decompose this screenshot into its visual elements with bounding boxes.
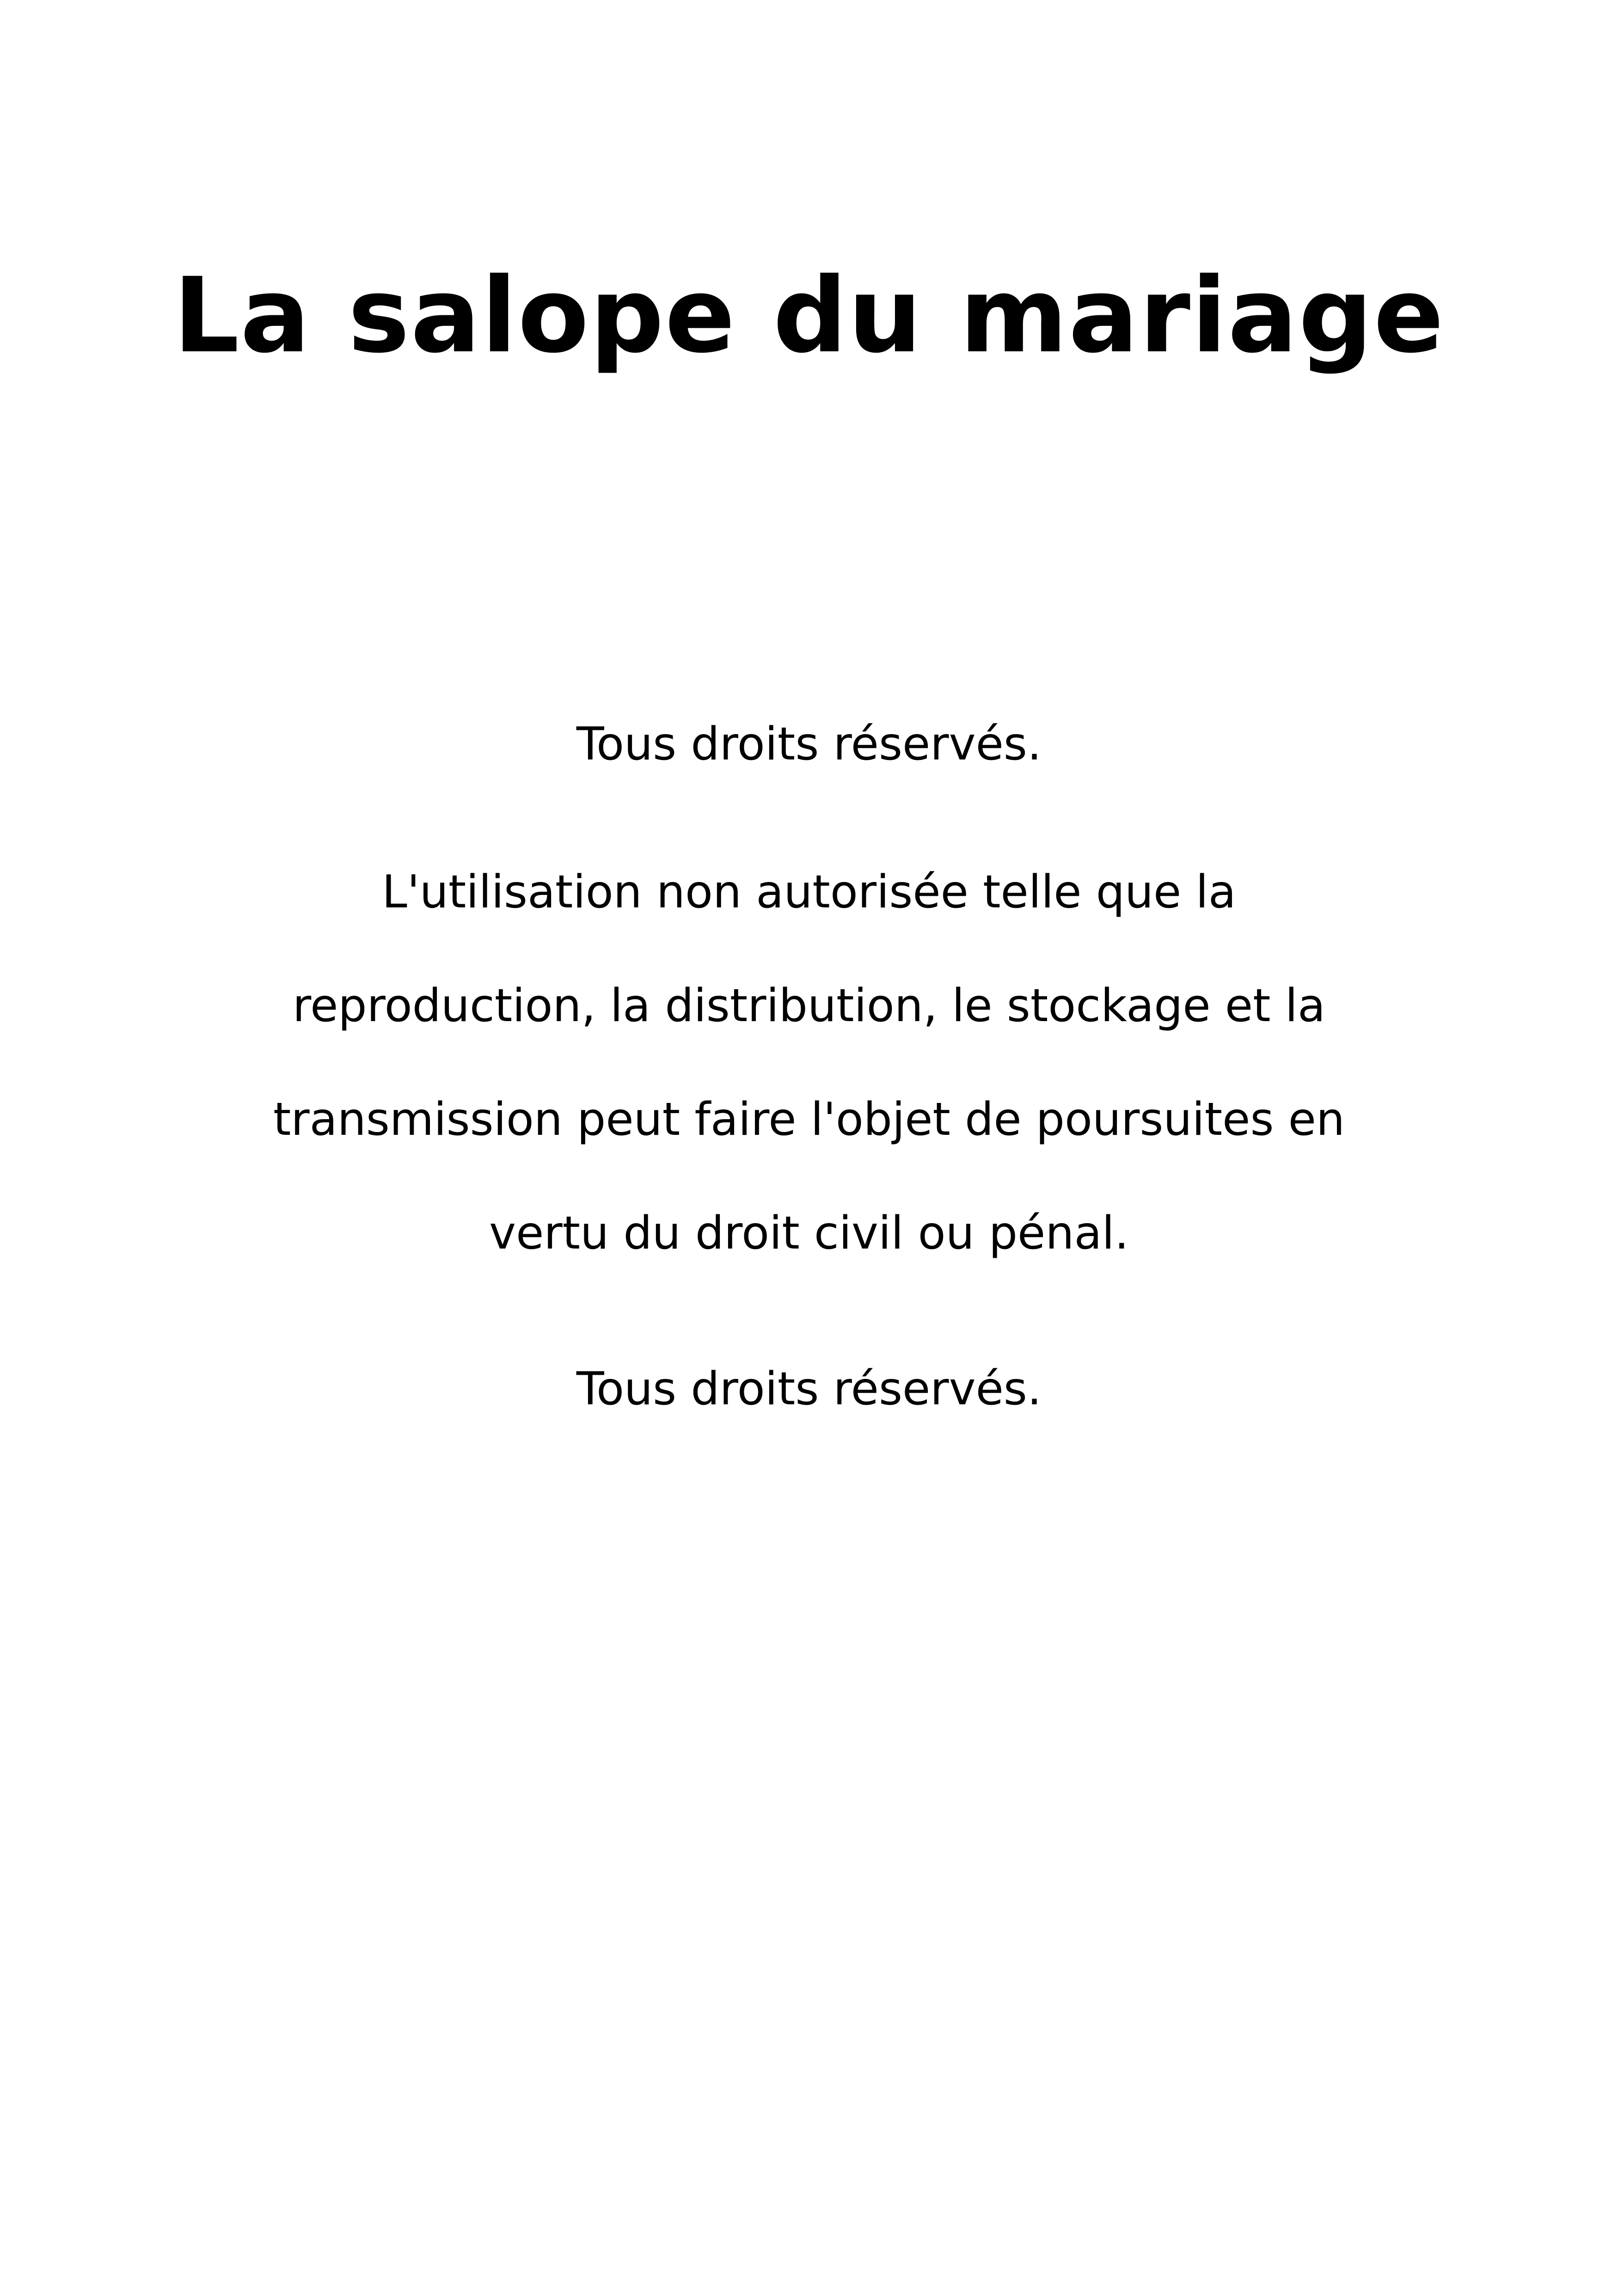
rights-notice-top: Tous droits réservés. [576,718,1042,771]
paragraph-line: vertu du droit civil ou pénal. [489,1207,1129,1260]
paragraph-line: transmission peut faire l'objet de poursuites en [273,1093,1345,1146]
copyright-paragraph [0,860,1618,1315]
paragraph-line: reproduction, la distribution, le stockage et la [292,980,1326,1032]
document-title: La salope du mariage [173,255,1445,376]
paragraph-line: L'utilisation non autorisée telle que la [382,866,1236,918]
rights-notice-bottom: Tous droits réservés. [576,1363,1042,1415]
